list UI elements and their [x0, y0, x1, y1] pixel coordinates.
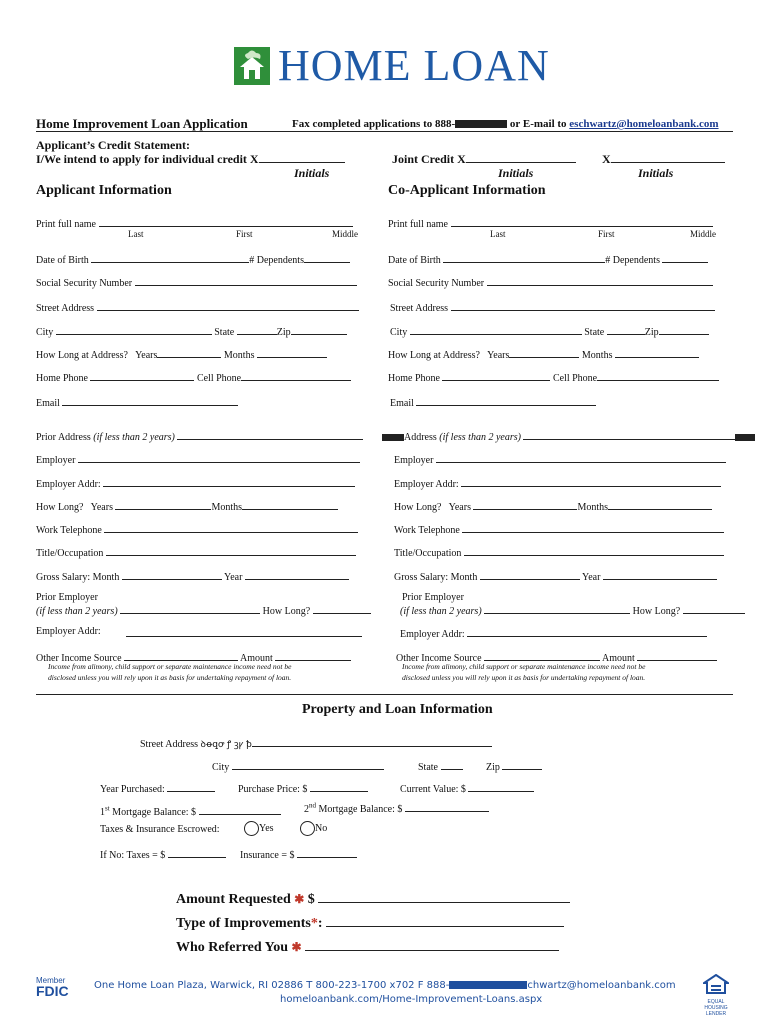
- applicant-email-field[interactable]: [36, 395, 238, 409]
- label-first: First: [236, 229, 253, 239]
- applicant-gross-field[interactable]: [36, 569, 349, 583]
- co-months2-label: Months: [577, 502, 609, 513]
- applicant-prior-emp-addr-line: [126, 626, 362, 640]
- fdic-member: Member: [36, 976, 66, 985]
- employer-addr-label: Employer Addr:: [36, 479, 101, 490]
- redacted-mark-2: [735, 434, 755, 441]
- applicant-name-field[interactable]: [36, 216, 353, 230]
- co-dependents-label: # Dependents: [605, 255, 660, 266]
- employer-label: Employer: [36, 455, 76, 466]
- header-rule: [36, 131, 733, 132]
- year-label: Year: [223, 572, 243, 583]
- fdic-logo: [36, 976, 69, 997]
- state-label: State: [214, 327, 235, 338]
- months-label: Months: [223, 350, 255, 361]
- co-gross-label: Gross Salary: Month: [394, 572, 478, 583]
- ifno-label: If No: Taxes = $: [100, 850, 166, 861]
- redacted-mark: [382, 434, 404, 441]
- property-zip-field[interactable]: [486, 759, 542, 773]
- second-num: 2: [304, 804, 309, 815]
- co-title-field[interactable]: [394, 545, 724, 559]
- co-year-label: Year: [581, 572, 601, 583]
- amount-requested-field[interactable]: [176, 892, 570, 908]
- howlong2-label: How Long?: [36, 502, 84, 513]
- co-label-first: First: [598, 229, 615, 239]
- property-street-field[interactable]: [140, 736, 492, 750]
- no-radio[interactable]: [300, 821, 315, 836]
- co-name-field[interactable]: [388, 216, 713, 230]
- property-heading: Property and Loan Information: [302, 702, 493, 717]
- applicant-prior-employer-field[interactable]: [36, 603, 371, 617]
- co-employer-field[interactable]: [394, 452, 726, 466]
- dollar-sign: $: [307, 892, 315, 907]
- initials-3: Initials: [638, 166, 674, 180]
- income-note-2: disclosed unless you will rely upon it as basis for undertaking repayment of loan.: [48, 673, 292, 682]
- co-worktel-label: Work Telephone: [394, 525, 460, 536]
- credit-joint-label: Joint Credit X: [392, 152, 466, 166]
- worktel-label: Work Telephone: [36, 525, 102, 536]
- howlong-label: How Long at Address?: [36, 350, 128, 361]
- email-link[interactable]: eschwartz@homeloanbank.com: [569, 118, 719, 130]
- fax-line: [292, 118, 719, 130]
- required-icon: ✱: [294, 892, 305, 906]
- dependents-label: # Dependents: [249, 255, 304, 266]
- fax-suffix: or E-mail to: [509, 118, 567, 130]
- co-label-last: Last: [490, 229, 506, 239]
- scribble-glyphs: ꝺꝋꝗꝍ ꝭ ꝫꝩ ꝥ: [200, 740, 252, 750]
- applicant-title-field[interactable]: [36, 545, 356, 559]
- applicant-heading: Applicant Information: [36, 183, 172, 198]
- applicant-prior-emp-addr-field[interactable]: [36, 626, 101, 637]
- tree-house-icon: [234, 47, 270, 85]
- ifno-taxes-field[interactable]: [100, 847, 226, 861]
- taxes-label: Taxes & Insurance Escrowed:: [100, 824, 220, 835]
- footer-url[interactable]: homeloanbank.com/Home-Improvement-Loans.aspx: [280, 994, 543, 1005]
- initials-1: Initials: [294, 166, 330, 180]
- escrow-yes[interactable]: [244, 821, 274, 836]
- amount-requested-label: Amount Requested: [176, 892, 291, 907]
- co-employer-label: Employer: [394, 455, 434, 466]
- co-years2-label: Years: [448, 502, 471, 513]
- label-middle: Middle: [332, 229, 358, 239]
- co-print-name-label: Print full name: [388, 219, 448, 230]
- applicant-emp-howlong-field[interactable]: [36, 499, 338, 513]
- applicant-employer-field[interactable]: [36, 452, 360, 466]
- co-worktel-field[interactable]: [394, 522, 724, 536]
- co-phone-field[interactable]: [388, 370, 719, 384]
- equal-housing-icon: [703, 974, 729, 994]
- current-value-label: Current Value: $: [400, 784, 466, 795]
- applicant-worktel-field[interactable]: [36, 522, 358, 536]
- referred-field[interactable]: [176, 940, 559, 956]
- required-star: *: [310, 916, 318, 931]
- label-last: Last: [128, 229, 144, 239]
- first-mortgage-field[interactable]: [100, 804, 281, 818]
- credit-x2-label: X: [602, 152, 611, 166]
- form-title: Home Improvement Loan Application: [36, 116, 248, 131]
- first-sup: st: [105, 804, 110, 813]
- applicant-howlong-field[interactable]: [36, 347, 327, 361]
- property-state-field[interactable]: [418, 759, 463, 773]
- applicant-ssn-field[interactable]: [36, 275, 357, 289]
- prior-emp-howlong: How Long?: [262, 606, 311, 617]
- yes-label: Yes: [259, 822, 274, 834]
- no-label: No: [315, 822, 328, 834]
- equal-housing-logo: [698, 974, 734, 1017]
- prior-emp-addr-label: Employer Addr:: [36, 626, 101, 637]
- co-income-note-1: Income from alimony, child support or separate maintenance income need not be: [402, 662, 646, 671]
- credit-title: Applicant’s Credit Statement:: [36, 138, 190, 152]
- co-city-field[interactable]: [390, 324, 709, 338]
- applicant-phone-field[interactable]: [36, 370, 351, 384]
- applicant-prior-employer-label: Prior Employer: [36, 592, 98, 603]
- required-icon-2: ✱: [291, 940, 302, 954]
- ssn-label: Social Security Number: [36, 278, 133, 289]
- co-title-label: Title/Occupation: [394, 548, 462, 559]
- type-improvements-field[interactable]: Type of Improvements*:: [176, 916, 564, 932]
- amount-label: Amount: [239, 653, 273, 664]
- months2-label: Months: [211, 502, 243, 513]
- credit-x2: [602, 152, 725, 167]
- property-city-field[interactable]: [212, 759, 384, 773]
- home-phone-label: Home Phone: [36, 373, 88, 384]
- co-email-label: Email: [390, 398, 414, 409]
- co-prior-note: (if less than 2 years): [439, 432, 521, 443]
- first-num: 1: [100, 807, 105, 818]
- city-label: City: [36, 327, 54, 338]
- years2-label: Years: [90, 502, 113, 513]
- gross-label: Gross Salary: Month: [36, 572, 120, 583]
- insurance-label: Insurance = $: [240, 850, 295, 861]
- dob-label: Date of Birth: [36, 255, 89, 266]
- footer-address: [94, 980, 676, 991]
- co-street-label: Street Address: [390, 303, 449, 314]
- co-label-middle: Middle: [690, 229, 716, 239]
- co-cell-phone-label: Cell Phone: [552, 373, 598, 384]
- footer-email-tail: chwartz@homeloanbank.com: [527, 980, 676, 991]
- applicant-dob-field[interactable]: [36, 252, 350, 266]
- co-prior-emp-note: (if less than 2 years): [400, 606, 482, 617]
- second-mortgage-field[interactable]: [304, 801, 489, 815]
- co-other-income-label: Other Income Source: [396, 653, 482, 664]
- applicant-employer-addr-field[interactable]: [36, 476, 355, 490]
- co-state-label: State: [584, 327, 605, 338]
- co-prior-address-label: Address: [404, 432, 437, 443]
- applicant-street-field[interactable]: [36, 300, 359, 314]
- co-ssn-field[interactable]: [388, 275, 713, 289]
- section-divider: [36, 694, 733, 695]
- co-prior-emp-addr-label: Employer Addr:: [400, 629, 465, 640]
- street-label: Street Address: [36, 303, 95, 314]
- fax-prefix: Fax completed applications to 888-: [292, 118, 456, 130]
- co-ssn-label: Social Security Number: [388, 278, 485, 289]
- redacted-block: [455, 120, 507, 128]
- current-value-field[interactable]: [400, 781, 534, 795]
- logo-text: HOME LOAN: [278, 41, 550, 90]
- co-howlong2-label: How Long?: [394, 502, 442, 513]
- co-income-note-2: disclosed unless you will rely upon it as basis for undertaking repayment of loan.: [402, 673, 646, 682]
- other-income-label: Other Income Source: [36, 653, 122, 664]
- co-howlong-field[interactable]: [388, 347, 699, 361]
- co-months-label: Months: [581, 350, 613, 361]
- equal-housing-text: EQUAL HOUSING LENDER: [704, 999, 728, 1017]
- co-gross-field[interactable]: [394, 569, 717, 583]
- property-city-label: City: [212, 762, 230, 773]
- year-purchased-field[interactable]: [100, 781, 215, 795]
- referred-label: Who Referred You: [176, 940, 288, 955]
- co-dob-field[interactable]: [388, 252, 708, 266]
- co-city-label: City: [390, 327, 408, 338]
- second-mortgage-label: Mortgage Balance: $: [318, 804, 403, 815]
- credit-joint: [392, 152, 576, 167]
- insurance-field[interactable]: [240, 847, 357, 861]
- co-years-label: Years: [487, 350, 510, 361]
- co-prior-address-field[interactable]: [382, 429, 755, 443]
- co-amount-label: Amount: [601, 653, 635, 664]
- purchase-price-label: Purchase Price: $: [238, 784, 308, 795]
- co-zip-label: Zip: [644, 327, 659, 338]
- co-howlong-label: How Long at Address?: [388, 350, 480, 361]
- cell-phone-label: Cell Phone: [196, 373, 242, 384]
- year-purchased-label: Year Purchased:: [100, 784, 165, 795]
- prior-address-label: Prior Address: [36, 432, 91, 443]
- footer-address-text: One Home Loan Plaza, Warwick, RI 02886 T 800-223-1700 x702 F 888-: [94, 980, 450, 991]
- property-zip-label: Zip: [486, 762, 500, 773]
- property-street-label: Street Address: [140, 739, 199, 750]
- co-home-phone-label: Home Phone: [388, 373, 440, 384]
- escrow-no[interactable]: [300, 821, 327, 836]
- co-prior-emp-addr-field[interactable]: [400, 626, 707, 640]
- type-label: Type of Improvements: [176, 916, 311, 931]
- co-prior-emp-howlong: How Long?: [632, 606, 681, 617]
- coapplicant-heading: Co-Applicant Information: [388, 183, 546, 198]
- prior-emp-note: (if less than 2 years): [36, 606, 118, 617]
- purchase-price-field[interactable]: [238, 781, 368, 795]
- applicant-prior-address-field[interactable]: [36, 429, 363, 443]
- income-note-1: Income from alimony, child support or separate maintenance income need not be: [48, 662, 292, 671]
- print-name-label: Print full name: [36, 219, 96, 230]
- co-dob-label: Date of Birth: [388, 255, 441, 266]
- first-mortgage-label: Mortgage Balance: $: [112, 807, 197, 818]
- co-employer-addr-field[interactable]: [394, 476, 721, 490]
- applicant-city-field[interactable]: [36, 324, 347, 338]
- taxes-escrow-field: [100, 824, 220, 835]
- fdic-text: FDIC: [36, 983, 69, 999]
- email-label: Email: [36, 398, 60, 409]
- logo: [234, 40, 550, 91]
- prior-note: (if less than 2 years): [93, 432, 175, 443]
- property-state-label: State: [418, 762, 438, 773]
- co-employer-addr-label: Employer Addr:: [394, 479, 459, 490]
- co-prior-employer-label: Prior Employer: [402, 592, 464, 603]
- yes-radio[interactable]: [244, 821, 259, 836]
- second-sup: nd: [309, 801, 316, 810]
- zip-label: Zip: [276, 327, 291, 338]
- credit-individual-label: I/We intend to apply for individual credit X: [36, 152, 259, 166]
- co-street-field[interactable]: [390, 300, 715, 314]
- co-emp-howlong-field[interactable]: [394, 499, 712, 513]
- co-email-field[interactable]: [390, 395, 596, 409]
- title-label: Title/Occupation: [36, 548, 104, 559]
- initials-2: Initials: [498, 166, 534, 180]
- co-prior-employer-field[interactable]: [400, 603, 745, 617]
- credit-individual: [36, 152, 345, 167]
- years-label: Years: [135, 350, 158, 361]
- redacted-block-2: [449, 981, 527, 989]
